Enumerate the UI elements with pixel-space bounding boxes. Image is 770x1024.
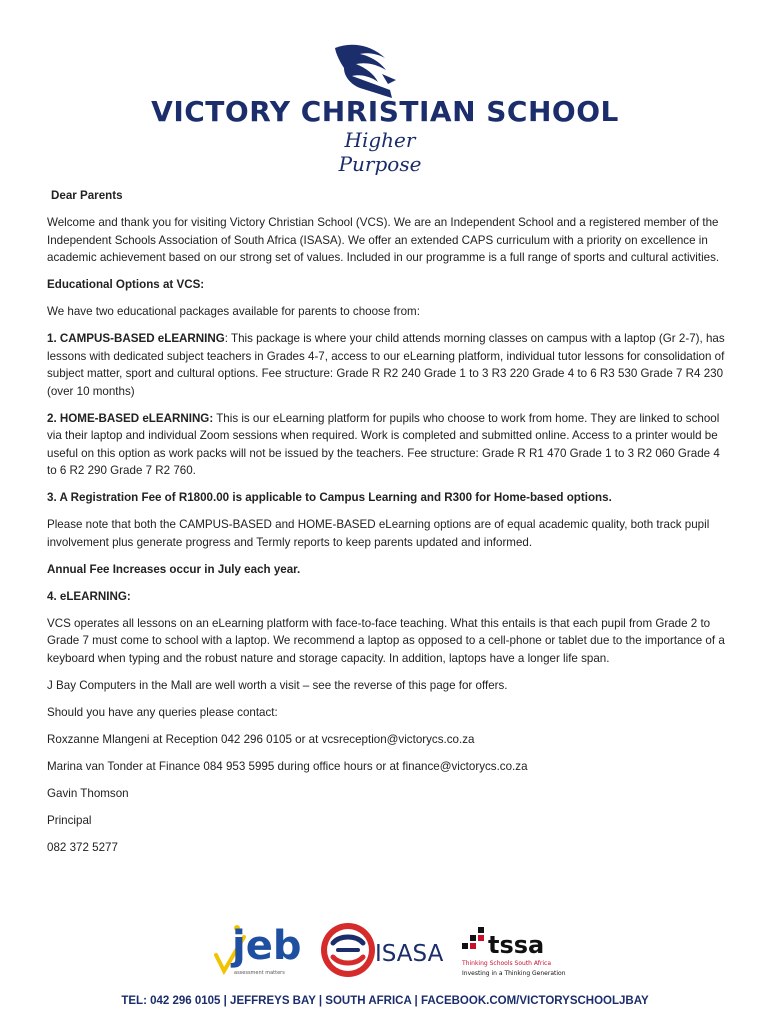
computers-note: J Bay Computers in the Mall are well worth a visit – see the reverse of this page for offers. bbox=[47, 678, 508, 692]
registration-fee: 3. A Registration Fee of R1800.00 is applicable to Campus Learning and R300 for Home-based options. bbox=[47, 491, 612, 504]
tssa-logo-subtext-2: Investing in a Thinking Generation bbox=[462, 970, 566, 977]
jeb-logo bbox=[216, 923, 301, 976]
jeb-logo-subtext: assessment matters bbox=[234, 970, 285, 976]
logos-strip bbox=[0, 915, 770, 985]
eagle-icon bbox=[330, 40, 400, 100]
contact-finance: Marina van Tonder at Finance 084 953 5995 during office hours or at finance@victorycs.co.za bbox=[47, 759, 528, 773]
options-heading: Educational Options at VCS: bbox=[47, 278, 205, 291]
annual-increase-note: Annual Fee Increases occur in July each year. bbox=[47, 562, 301, 576]
elearning-heading: 4. eLEARNING: bbox=[47, 589, 131, 603]
accreditation-logos bbox=[0, 915, 770, 985]
footer-contact: TEL: 042 296 0105 | JEFFREYS BAY | SOUTH AFRICA | FACEBOOK.COM/VICTORYSCHOOLJBAY bbox=[121, 995, 649, 1007]
letterhead bbox=[0, 0, 770, 176]
contact-reception: Roxzanne Mlangeni at Reception 042 296 0105 or at vcsreception@victorycs.co.za bbox=[47, 732, 475, 746]
campus-option-paragraph bbox=[47, 330, 727, 400]
home-option-label: 2. HOME-BASED eLEARNING: bbox=[47, 411, 214, 425]
school-name: VICTORY CHRISTIAN SCHOOL bbox=[151, 95, 619, 128]
greeting: Dear Parents bbox=[51, 189, 123, 202]
letter-body bbox=[47, 187, 727, 866]
intro-paragraph: Welcome and thank you for visiting Victory Christian School (VCS). We are an Independent School and a registered member of the Independent Schools Association of South Africa (ISASA). We offer an extended CAPS curriculum with a priority on excellence in academic achievement based on our strong set of values. Included in our programme is a full range of sports and cultural activities. bbox=[47, 216, 720, 264]
campus-option-text: : This package is where your child attends morning classes on campus with a laptop (Gr 2-7), has lessons with dedicated subject teachers in Grades 4-7, access to our eLearning platform, individual tutor lessons for consolidation of subject matter, sport and cultural options. Fee structure: Grade R R2 240 Grade 1 to 3 R3 220 Grade 4 to 6 R3 530 Grade 7 R4 230 (over 10 months) bbox=[47, 332, 725, 398]
tssa-logo bbox=[461, 927, 566, 977]
isasa-logo-text: ISASA bbox=[375, 941, 444, 967]
home-option-text: This is our eLearning platform for pupils who choose to work from home. They are linked to school via their laptop and individual Zoom sessions when required. Work is completed and submitted online. Access to a printer would be useful on this option as work packs will not be issued by the teachers. Fee structure: Grade R R1 470 Grade 1 to 3 R2 060 Grade 4 to 6 R2 290 Grade 7 R2 760. bbox=[47, 411, 720, 477]
queries-line: Should you have any queries please contact: bbox=[47, 705, 278, 719]
elearning-paragraph: VCS operates all lessons on an eLearning platform with face-to-face teaching. What this entails is that each pupil from Grade 2 to Grade 7 must come to school with a laptop. We recommend a laptop as opposed to a cell-phone or tablet due to the importance of a keyboard when typing and the robust nature and storage capacity. In addition, laptops have a longer life span. bbox=[47, 616, 725, 665]
isasa-logo bbox=[321, 923, 444, 977]
tssa-logo-text: tssa bbox=[488, 931, 545, 959]
tssa-logo-subtext-1: Thinking Schools South Africa bbox=[462, 960, 552, 967]
signatory-phone: 082 372 5277 bbox=[47, 840, 118, 854]
signatory-title: Principal bbox=[47, 813, 92, 827]
quality-note: Please note that both the CAMPUS-BASED and HOME-BASED eLearning options are of equal academic quality, both track pupil involvement plus generate progress and Termly reports to keep parents updated and informed. bbox=[47, 518, 710, 549]
options-intro: We have two educational packages available for parents to choose from: bbox=[47, 305, 420, 318]
home-option-paragraph bbox=[47, 410, 727, 480]
campus-option-label: 1. CAMPUS-BASED eLEARNING bbox=[47, 332, 225, 345]
jeb-logo-text: jeb bbox=[232, 923, 302, 969]
school-tagline: Higher Purpose bbox=[338, 128, 422, 176]
signatory-name: Gavin Thomson bbox=[47, 786, 129, 800]
